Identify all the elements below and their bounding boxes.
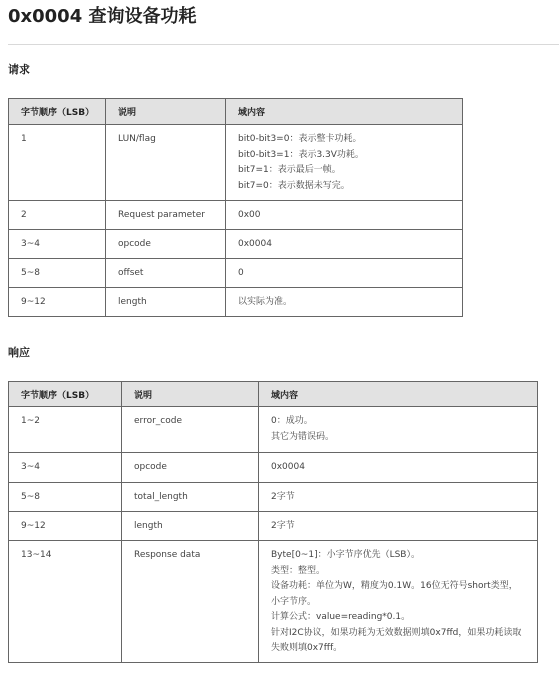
description-cell: opcode (122, 453, 259, 483)
byte-order-cell: 9~12 (9, 512, 122, 541)
column-header: 说明 (106, 99, 226, 125)
table-row (9, 259, 463, 288)
description-cell: LUN/flag (106, 125, 226, 201)
field-content-cell: 0 (226, 259, 463, 288)
description-cell: error_code (122, 407, 259, 453)
description-cell: offset (106, 259, 226, 288)
field-content-cell: Byte[0~1]：小字节序优先（LSB）。 类型：整型。 设备功耗：单位为W，精度为0.1W。16位无符号short类型， 小字节序。 计算公式：value=reading*0.1。 针对I2C协议，如果功耗为无效数据则填0x7ffd，如果功耗读取 失败则填0x7fff。 (259, 541, 538, 663)
field-content-cell: 0x00 (226, 201, 463, 230)
table-row (9, 541, 538, 663)
field-content-cell: 以实际为准。 (226, 288, 463, 317)
description-cell: opcode (106, 230, 226, 259)
table-row (9, 125, 463, 201)
byte-order-cell: 3~4 (9, 453, 122, 483)
table-row (9, 512, 538, 541)
column-header: 域内容 (226, 99, 463, 125)
table-row (9, 288, 463, 317)
byte-order-cell: 13~14 (9, 541, 122, 663)
byte-order-cell: 5~8 (9, 259, 106, 288)
page-title: 0x0004 查询设备功耗 (8, 6, 197, 27)
table-row (9, 483, 538, 512)
response-table (8, 381, 538, 663)
response-heading: 响应 (8, 346, 30, 359)
title-divider (8, 44, 559, 45)
description-cell: total_length (122, 483, 259, 512)
description-cell: length (106, 288, 226, 317)
column-header: 域内容 (259, 382, 538, 407)
byte-order-cell: 1~2 (9, 407, 122, 453)
byte-order-cell: 1 (9, 125, 106, 201)
column-header: 字节顺序（LSB） (9, 99, 106, 125)
table-row (9, 201, 463, 230)
table-header-row (9, 99, 463, 125)
description-cell: length (122, 512, 259, 541)
field-content-cell: bit0-bit3=0：表示整卡功耗。 bit0-bit3=1：表示3.3V功耗。 bit7=1：表示最后一帧。 bit7=0：表示数据未写完。 (226, 125, 463, 201)
table-row (9, 407, 538, 453)
byte-order-cell: 3~4 (9, 230, 106, 259)
field-content-cell: 2字节 (259, 483, 538, 512)
field-content-cell: 2字节 (259, 512, 538, 541)
column-header: 字节顺序（LSB） (9, 382, 122, 407)
column-header: 说明 (122, 382, 259, 407)
table-row (9, 453, 538, 483)
field-content-cell: 0x0004 (259, 453, 538, 483)
description-cell: Response data (122, 541, 259, 663)
byte-order-cell: 9~12 (9, 288, 106, 317)
field-content-cell: 0x0004 (226, 230, 463, 259)
byte-order-cell: 5~8 (9, 483, 122, 512)
field-content-cell: 0：成功。 其它为错误码。 (259, 407, 538, 453)
table-header-row (9, 382, 538, 407)
request-table (8, 98, 463, 317)
table-row (9, 230, 463, 259)
byte-order-cell: 2 (9, 201, 106, 230)
request-heading: 请求 (8, 63, 30, 76)
description-cell: Request parameter (106, 201, 226, 230)
